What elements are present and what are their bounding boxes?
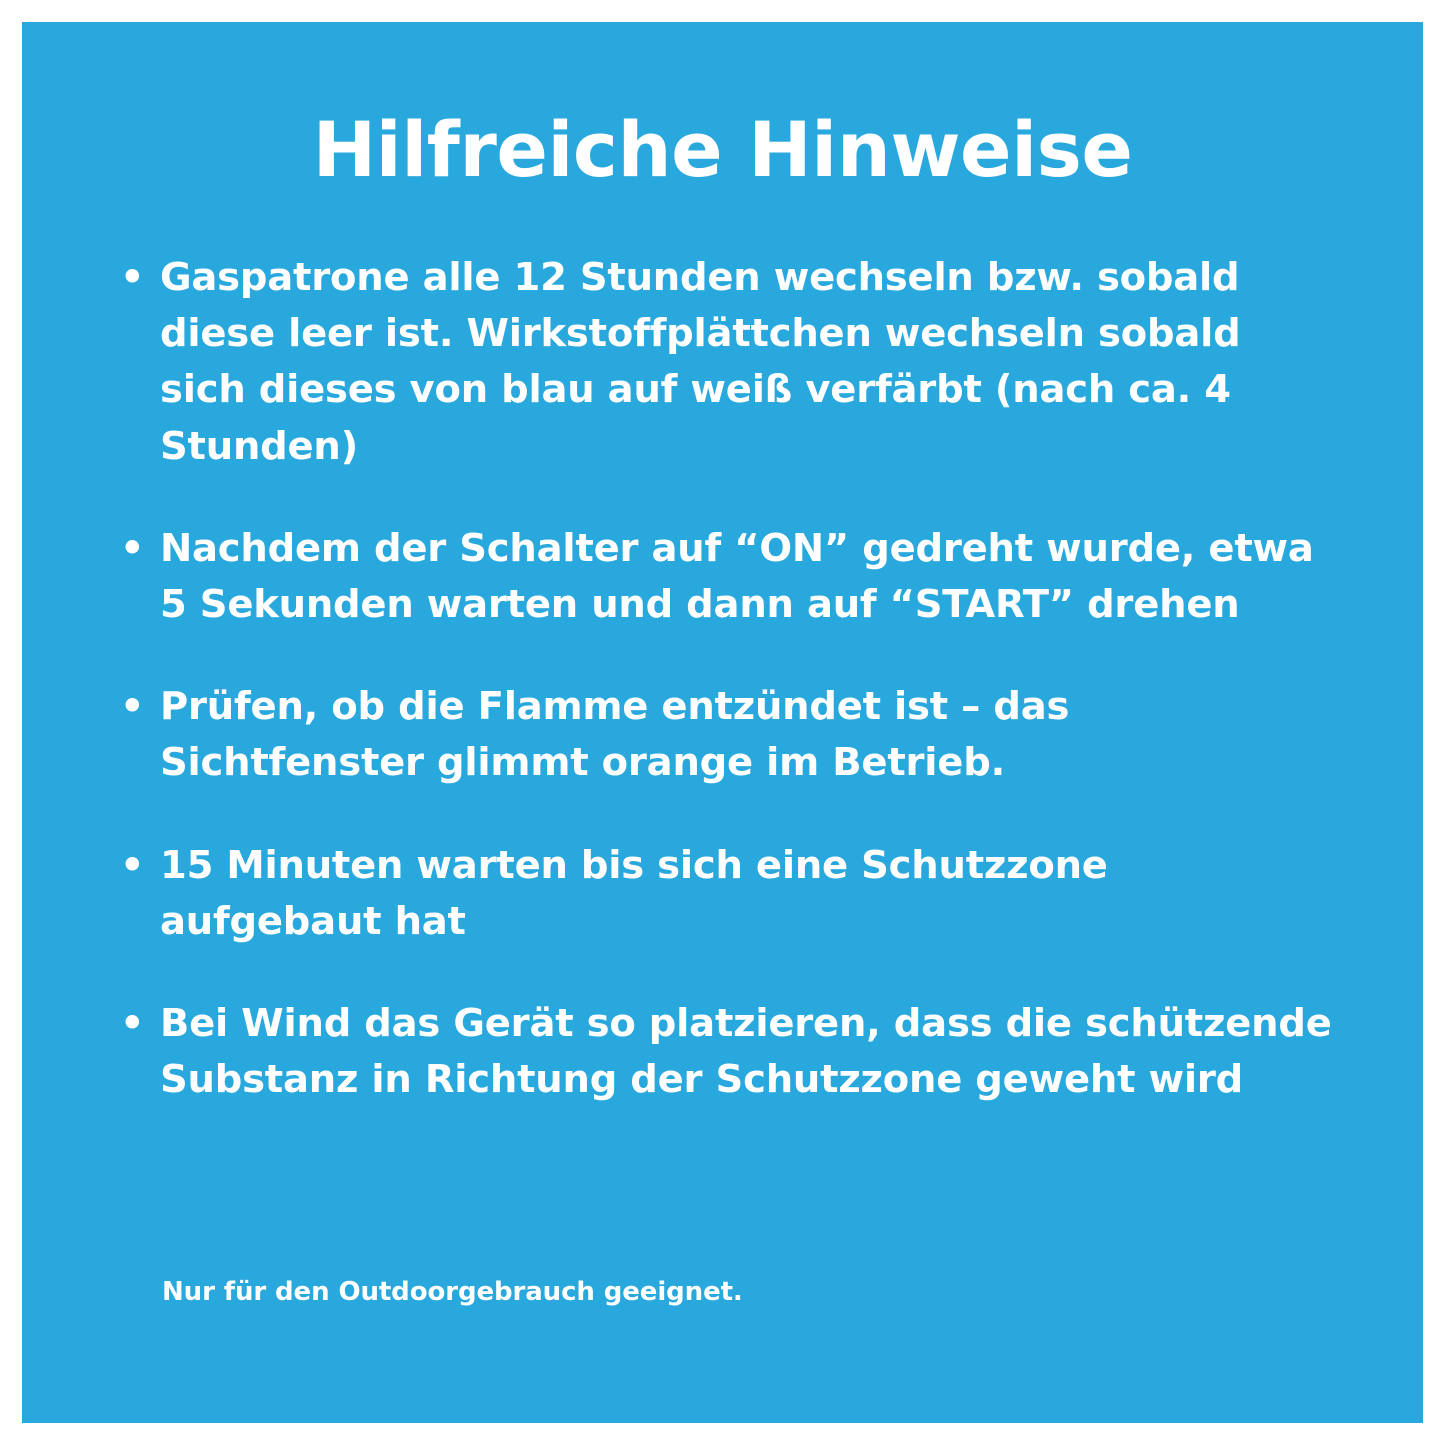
bullet-icon: •	[120, 1001, 145, 1047]
info-card	[22, 22, 1423, 1423]
list-item-text: Prüfen, ob die Flamme entzündet ist – das Sichtfenster glimmt orange im Betrieb.	[160, 684, 1070, 786]
bullet-icon: •	[120, 842, 145, 888]
list-item-text: 15 Minuten warten bis sich eine Schutzzone aufgebaut hat	[160, 842, 1108, 944]
list-item-text: Gaspatrone alle 12 Stunden wechseln bzw. sobald diese leer ist. Wirkstoffplättchen wechseln sobald sich dieses von blau auf weiß verfärbt (nach ca. 4 Stunden)	[160, 255, 1241, 469]
list-item	[112, 996, 1333, 1108]
bullet-icon: •	[120, 525, 145, 571]
tips-list	[22, 250, 1423, 1108]
list-item	[112, 250, 1333, 475]
list-item	[112, 679, 1333, 791]
bullet-icon: •	[120, 255, 145, 300]
list-item	[112, 838, 1333, 950]
list-item-text: Bei Wind das Gerät so platzieren, dass die schützende Substanz in Richtung der Schutzzone geweht wird	[160, 1001, 1332, 1103]
bullet-icon: •	[120, 684, 145, 730]
page-title: Hilfreiche Hinweise	[312, 105, 1133, 194]
list-item-text: Nachdem der Schalter auf “ON” gedreht wurde, etwa 5 Sekunden warten und dann auf “START” drehen	[160, 525, 1314, 628]
list-item	[112, 521, 1333, 633]
footnote-text: Nur für den Outdoorgebrauch geeignet.	[162, 1277, 743, 1307]
